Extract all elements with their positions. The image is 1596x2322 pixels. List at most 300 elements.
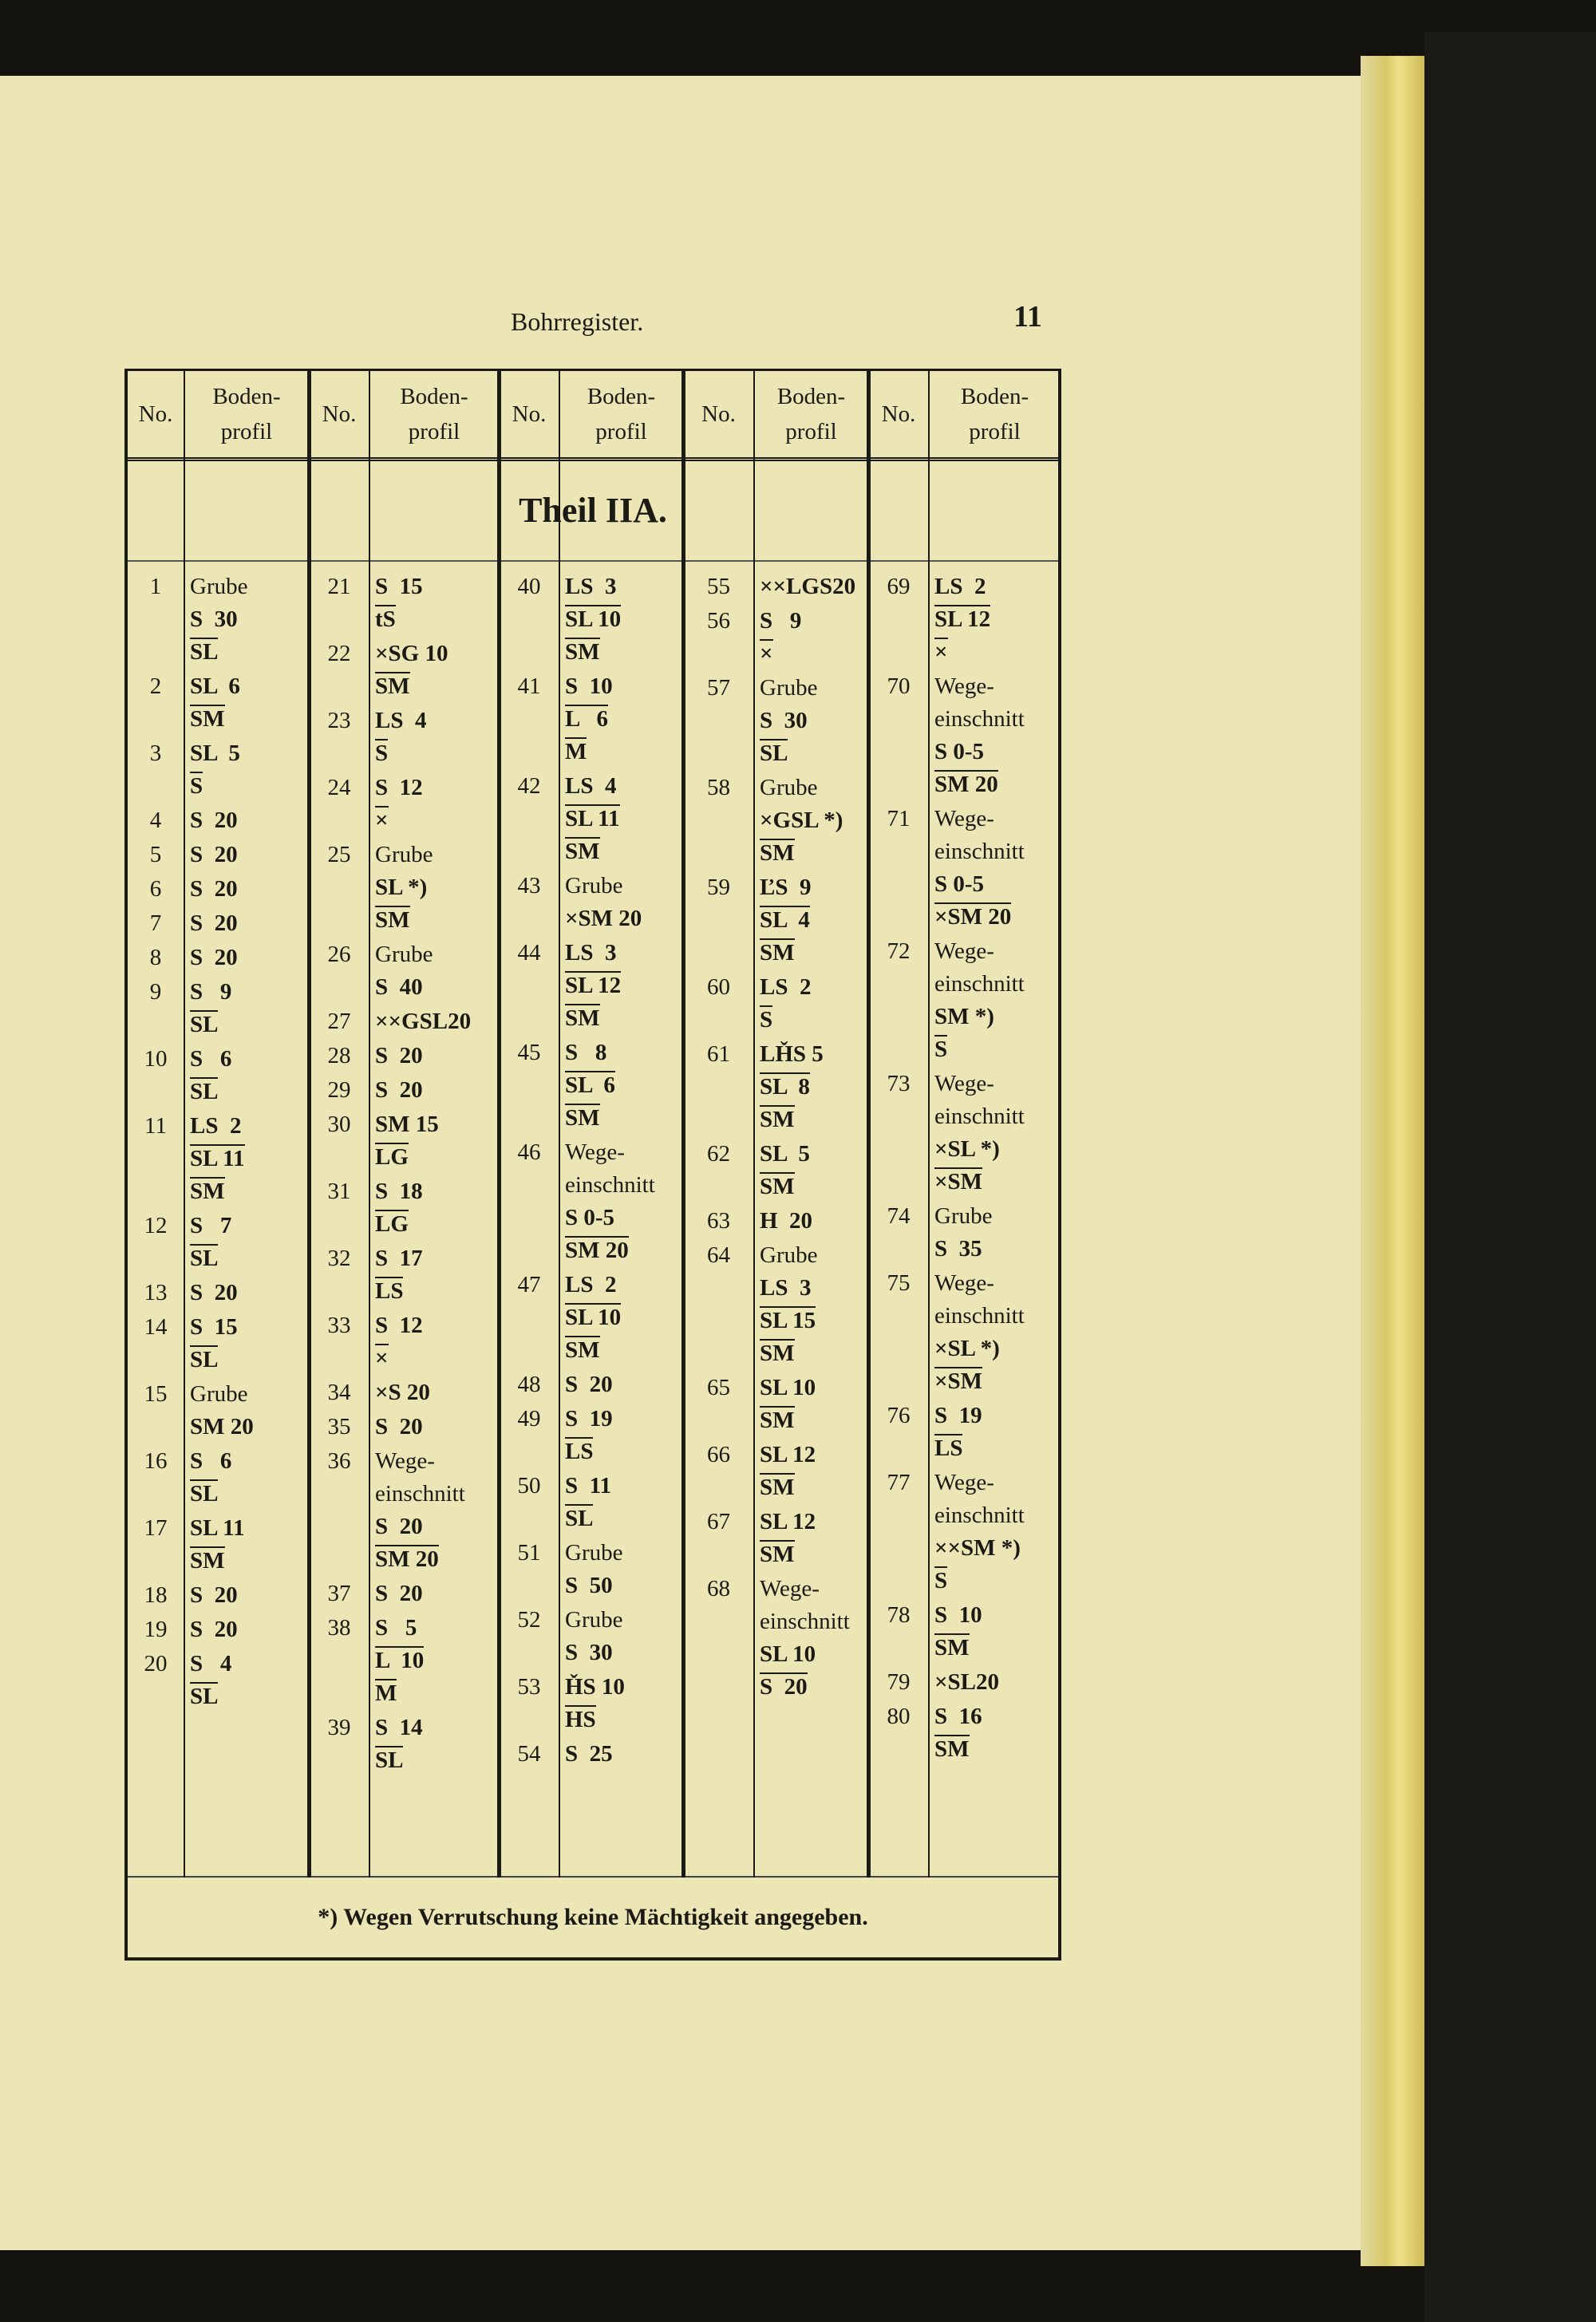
profile-line: S 15: [375, 574, 423, 599]
profile-line: SL: [190, 1246, 219, 1271]
header-bodenprofil-label: profil: [969, 419, 1021, 444]
table-entry: [128, 942, 310, 974]
table-entry: [869, 1599, 1061, 1664]
table-entry: [310, 638, 500, 703]
profile-line: S 20: [190, 1617, 238, 1642]
profile-line: Grube: [760, 675, 818, 701]
table-entry: [128, 1648, 310, 1713]
profile-line: LȞS 5: [760, 1041, 824, 1067]
table-entry: [128, 976, 310, 1041]
profile-line: LS: [375, 1278, 404, 1304]
entry-number: 70: [887, 673, 911, 699]
profile-line: S 25: [565, 1741, 613, 1767]
profile-line: H 20: [760, 1208, 813, 1234]
profile-line: SL: [565, 1506, 594, 1531]
profile-line: SL 12: [934, 606, 991, 632]
entry-number: 16: [144, 1448, 168, 1474]
entry-number: 61: [707, 1041, 730, 1067]
profile-line: SM: [565, 839, 600, 864]
header-no: [500, 371, 559, 457]
table-entry: [128, 839, 310, 871]
profile-line: S 20: [190, 876, 238, 902]
profile-line: einschnitt: [934, 1303, 1025, 1329]
entry-column: [684, 571, 869, 1705]
table-entry: [310, 571, 500, 636]
profile-line: M: [565, 739, 587, 764]
table-entry: [684, 1439, 869, 1504]
table-entry: [128, 873, 310, 906]
profile-line: LS 2: [934, 574, 986, 599]
profile-line: SM: [565, 1005, 600, 1031]
profile-line: S 5: [375, 1615, 417, 1641]
table-entry: [500, 670, 684, 768]
entry-number: 78: [887, 1602, 911, 1628]
table-entry: [128, 907, 310, 940]
profile-line: SM *): [934, 1004, 994, 1029]
profile-line: S 14: [375, 1715, 423, 1740]
table-entry: [869, 670, 1061, 801]
profile-line: SM: [565, 1105, 600, 1131]
entry-number: 53: [517, 1674, 541, 1700]
profile-line: S 6: [190, 1448, 232, 1474]
profile-line: ȞS 10: [565, 1674, 625, 1700]
profile-line: S 20: [190, 945, 238, 970]
profile-line: Grube: [760, 1242, 818, 1268]
entry-number: 69: [887, 574, 911, 599]
table-entry: [684, 1038, 869, 1136]
profile-line: einschnitt: [375, 1481, 465, 1507]
entry-number: 63: [707, 1208, 730, 1234]
table-entry: [310, 1242, 500, 1308]
profile-line: S 20: [375, 1514, 423, 1539]
profile-line: einschnitt: [934, 1104, 1025, 1129]
page-edges: [1361, 56, 1424, 2266]
section-title: Theil IIA.: [128, 460, 1058, 562]
table-entry: [684, 772, 869, 870]
profile-line: S 10: [934, 1602, 982, 1628]
table-entry: [500, 1269, 684, 1367]
entry-number: 46: [517, 1139, 541, 1165]
table-entry: [310, 1445, 500, 1576]
entry-number: 59: [707, 875, 730, 900]
profile-line: SM: [760, 940, 795, 966]
entry-number: 31: [327, 1179, 351, 1204]
profile-line: S 30: [565, 1640, 613, 1665]
entry-number: 23: [327, 708, 351, 733]
profile-line: Grube: [190, 574, 248, 599]
entry-number: 41: [517, 673, 541, 699]
profile-line: ××GSL20: [375, 1009, 472, 1034]
table-entry: [684, 571, 869, 603]
profile-line: S 20: [190, 1582, 238, 1608]
profile-line: S 19: [934, 1403, 982, 1428]
profile-line: S 20: [190, 808, 238, 833]
entry-number: 47: [517, 1272, 541, 1297]
header-bodenprofil-label: profil: [220, 419, 273, 444]
profile-line: S 30: [760, 708, 808, 733]
entry-number: 33: [327, 1313, 351, 1338]
table-entry: [310, 1578, 500, 1610]
header-no-label: No.: [512, 401, 547, 427]
table-entry: [684, 1205, 869, 1238]
table-entry: [128, 1579, 310, 1612]
profile-line: S 15: [190, 1314, 238, 1340]
profile-line: Wege-: [934, 806, 994, 831]
entry-number: 3: [149, 740, 162, 766]
entry-column: [869, 571, 1061, 1767]
entry-number: 38: [327, 1615, 351, 1641]
table-entry: [869, 803, 1061, 934]
table-body: [128, 571, 1058, 1847]
header-bodenprofil-label: Boden-: [776, 384, 846, 409]
running-head: Bohrregister.: [511, 307, 644, 336]
profile-line: S 50: [565, 1573, 613, 1598]
table-entry: [310, 772, 500, 837]
profile-line: tS: [375, 606, 396, 632]
table-entry: [128, 1210, 310, 1275]
table-entry: [310, 1040, 500, 1072]
table-entry: [310, 1005, 500, 1038]
profile-line: ×SL *): [934, 1136, 1000, 1162]
profile-line: Grube: [375, 842, 433, 867]
table-entry: [869, 1267, 1061, 1398]
profile-line: SL 6: [190, 673, 240, 699]
column-divider: [559, 371, 560, 1878]
column-divider: [497, 371, 501, 1878]
profile-line: SL 12: [565, 973, 622, 998]
profile-line: S: [760, 1007, 773, 1033]
profile-line: Grube: [375, 942, 433, 967]
entry-number: 19: [144, 1617, 168, 1642]
profile-line: SL 6: [565, 1072, 615, 1098]
entry-column: [128, 571, 310, 1715]
table-entry: [869, 571, 1061, 669]
profile-line: Grube: [565, 1607, 623, 1633]
profile-line: S 20: [375, 1043, 423, 1068]
entry-number: 37: [327, 1581, 351, 1606]
profile-line: S 11: [565, 1473, 612, 1499]
entry-column: [310, 571, 500, 1779]
table-entry: [500, 1037, 684, 1135]
entry-number: 28: [327, 1043, 351, 1068]
table-entry: [128, 670, 310, 736]
profile-line: S 20: [190, 1280, 238, 1305]
profile-line: einschnitt: [934, 971, 1025, 997]
table-entry: [869, 1068, 1061, 1199]
profile-line: S 19: [565, 1406, 613, 1432]
profile-line: SL 5: [190, 740, 240, 766]
profile-line: SL 10: [565, 1305, 622, 1330]
entry-number: 72: [887, 938, 911, 964]
table-entry: [684, 1372, 869, 1437]
profile-line: S 12: [375, 1313, 423, 1338]
profile-line: ×: [934, 639, 948, 665]
header-no-label: No.: [138, 401, 173, 427]
profile-line: S 4: [190, 1651, 232, 1676]
table-entry: [128, 1512, 310, 1578]
profile-line: S 20: [375, 1581, 423, 1606]
table-entry: [869, 1400, 1061, 1465]
profile-line: SL: [190, 1079, 219, 1104]
entry-number: 5: [149, 842, 162, 867]
table-entry: [500, 770, 684, 868]
entry-number: 22: [327, 641, 351, 666]
profile-line: L 10: [375, 1648, 425, 1673]
entry-number: 11: [144, 1113, 167, 1139]
profile-line: ×S 20: [375, 1380, 430, 1405]
entry-number: 50: [517, 1473, 541, 1499]
entry-number: 4: [149, 808, 162, 833]
entry-number: 68: [707, 1576, 730, 1601]
table-entry: [128, 1613, 310, 1646]
entry-number: 30: [327, 1112, 351, 1137]
table-entry: [310, 839, 500, 937]
table-entry: [310, 938, 500, 1004]
column-divider: [753, 371, 755, 1878]
entry-number: 34: [327, 1380, 351, 1405]
profile-line: SL 5: [760, 1141, 810, 1167]
entry-number: 9: [149, 979, 162, 1005]
entry-number: 62: [707, 1141, 730, 1167]
profile-line: LS: [565, 1439, 594, 1464]
header-bodenprofil-label: Boden-: [212, 384, 281, 409]
entry-number: 15: [144, 1381, 168, 1407]
header-no-label: No.: [701, 401, 736, 427]
profile-line: LS 3: [565, 940, 617, 966]
profile-line: S 20: [375, 1414, 423, 1439]
profile-line: SM 20: [375, 1546, 439, 1572]
table-entry: [128, 1378, 310, 1443]
table-entry: [500, 1738, 684, 1771]
header-no: [128, 371, 184, 457]
entry-number: 10: [144, 1046, 168, 1072]
entry-number: 75: [887, 1270, 911, 1296]
profile-line: ×SM: [934, 1368, 983, 1394]
table-entry: [684, 672, 869, 770]
entry-number: 49: [517, 1406, 541, 1432]
header-bodenprofil: [184, 371, 310, 457]
profile-line: S 7: [190, 1213, 232, 1238]
table-entry: [128, 737, 310, 803]
profile-line: S 20: [760, 1674, 808, 1700]
profile-line: ×: [375, 808, 389, 833]
book-cover: [1424, 32, 1596, 2322]
profile-line: S 40: [375, 974, 423, 1000]
entry-number: 12: [144, 1213, 168, 1238]
table-entry: [684, 1239, 869, 1370]
profile-line: S 0-5: [934, 871, 985, 897]
table-entry: [869, 1700, 1061, 1766]
header-bodenprofil: [928, 371, 1061, 457]
profile-line: Wege-: [934, 1270, 994, 1296]
profile-line: LG: [375, 1211, 409, 1237]
entry-number: 26: [327, 942, 351, 967]
entry-number: 67: [707, 1509, 730, 1534]
entry-number: 58: [707, 775, 730, 800]
header-bodenprofil-label: profil: [785, 419, 837, 444]
entry-number: 66: [707, 1442, 730, 1467]
profile-line: SL 10: [565, 606, 622, 632]
profile-line: Wege-: [565, 1139, 625, 1165]
table-entry: [128, 804, 310, 837]
profile-line: SM: [934, 1736, 970, 1762]
profile-line: SL 11: [190, 1146, 245, 1171]
entry-number: 13: [144, 1280, 168, 1305]
column-divider: [928, 371, 930, 1878]
table-entry: [310, 1712, 500, 1777]
table-entry: [310, 1074, 500, 1107]
profile-line: Wege-: [934, 673, 994, 699]
profile-line: Grube: [565, 873, 623, 898]
table-header: [128, 371, 1058, 461]
entry-number: 7: [149, 910, 162, 936]
profile-line: SM 20: [934, 772, 998, 797]
table-entry: [684, 1506, 869, 1571]
entry-column: [500, 571, 684, 1772]
profile-line: SL: [190, 1481, 219, 1507]
profile-line: SM: [190, 706, 225, 732]
profile-line: S 0-5: [565, 1205, 615, 1230]
header-bodenprofil-label: Boden-: [960, 384, 1029, 409]
header-bodenprofil-label: profil: [595, 419, 647, 444]
table-entry: [869, 935, 1061, 1066]
entry-number: 18: [144, 1582, 168, 1608]
profile-line: Wege-: [760, 1576, 820, 1601]
profile-line: ×SL20: [934, 1669, 999, 1695]
table-entry: [128, 1277, 310, 1309]
table-entry: [128, 1110, 310, 1208]
profile-line: Grube: [760, 775, 818, 800]
table-entry: [128, 1445, 310, 1510]
profile-line: ×: [375, 1345, 389, 1371]
entry-number: 17: [144, 1515, 168, 1541]
header-bodenprofil-label: Boden-: [400, 384, 468, 409]
profile-line: SM: [934, 1635, 970, 1661]
entry-number: 73: [887, 1071, 911, 1096]
table-entry: [310, 1411, 500, 1443]
profile-line: ××LGS20: [760, 574, 856, 599]
profile-line: S 30: [190, 606, 238, 632]
profile-line: SM 20: [190, 1414, 254, 1439]
profile-line: LS 2: [760, 974, 812, 1000]
entry-number: 52: [517, 1607, 541, 1633]
table-entry: [500, 1136, 684, 1267]
entry-number: 51: [517, 1540, 541, 1566]
bohrregister-table: [124, 369, 1061, 1961]
profile-line: SM: [760, 1107, 795, 1132]
profile-line: LS 3: [760, 1275, 812, 1301]
profile-line: Wege-: [934, 938, 994, 964]
profile-line: SM: [760, 1475, 795, 1500]
profile-line: Wege-: [375, 1448, 435, 1474]
profile-line: S: [375, 740, 389, 766]
profile-line: ××SM *): [934, 1535, 1021, 1561]
profile-line: ×SM 20: [565, 906, 642, 931]
header-bodenprofil: [753, 371, 869, 457]
entry-number: 56: [707, 608, 730, 634]
profile-line: einschnitt: [760, 1609, 850, 1634]
table-entry: [500, 1671, 684, 1736]
profile-line: LS: [934, 1435, 963, 1461]
entry-number: 35: [327, 1414, 351, 1439]
profile-line: SL 10: [760, 1375, 816, 1400]
header-bodenprofil-label: Boden-: [587, 384, 656, 409]
profile-line: S 10: [565, 673, 613, 699]
table-entry: [500, 1470, 684, 1535]
table-entry: [310, 1175, 500, 1241]
table-entry: [500, 1403, 684, 1468]
header-bodenprofil: [369, 371, 500, 457]
profile-line: einschnitt: [565, 1172, 655, 1198]
entry-number: 24: [327, 775, 351, 800]
column-divider: [307, 371, 311, 1878]
header-no: [310, 371, 369, 457]
profile-line: SM: [760, 1174, 795, 1199]
header-bodenprofil: [559, 371, 684, 457]
entry-number: 54: [517, 1741, 541, 1767]
profile-line: ×SM: [934, 1169, 983, 1195]
profile-line: SL: [190, 1347, 219, 1372]
profile-line: SM: [565, 639, 600, 665]
column-divider: [369, 371, 370, 1878]
entry-number: 79: [887, 1669, 911, 1695]
table-entry: [128, 1043, 310, 1108]
profile-line: SM: [565, 1337, 600, 1363]
profile-line: S 18: [375, 1179, 423, 1204]
header-no: [869, 371, 928, 457]
entry-number: 29: [327, 1077, 351, 1103]
entry-number: 60: [707, 974, 730, 1000]
profile-line: S 8: [565, 1040, 607, 1065]
table-entry: [869, 1666, 1061, 1699]
profile-line: SM: [375, 907, 410, 933]
profile-line: ×SM 20: [934, 904, 1012, 930]
profile-line: SL 8: [760, 1074, 810, 1100]
profile-line: M: [375, 1680, 397, 1706]
profile-line: HS: [565, 1707, 596, 1732]
profile-line: SL *): [375, 875, 428, 900]
profile-line: S 6: [190, 1046, 232, 1072]
profile-line: S: [190, 773, 203, 799]
profile-line: SL 11: [190, 1515, 245, 1541]
table-entry: [500, 1368, 684, 1401]
profile-line: SL 12: [760, 1442, 816, 1467]
profile-line: LS 4: [375, 708, 427, 733]
profile-line: SM: [760, 1542, 795, 1567]
entry-number: 36: [327, 1448, 351, 1474]
header-no-label: No.: [881, 401, 916, 427]
entry-number: 1: [149, 574, 162, 599]
profile-line: S 20: [190, 910, 238, 936]
profile-line: einschnitt: [934, 1503, 1025, 1528]
column-divider: [681, 371, 685, 1878]
profile-line: Grube: [934, 1203, 993, 1229]
table-entry: [128, 571, 310, 669]
profile-line: SM: [375, 673, 410, 699]
profile-line: SM: [190, 1179, 225, 1204]
table-entry: [684, 1573, 869, 1704]
profile-line: S 16: [934, 1704, 982, 1729]
table-entry: [310, 1612, 500, 1710]
entry-number: 71: [887, 806, 911, 831]
profile-line: SL 15: [760, 1308, 816, 1333]
profile-line: SL 10: [760, 1641, 816, 1667]
profile-line: SL: [190, 1012, 219, 1037]
entry-number: 76: [887, 1403, 911, 1428]
profile-line: einschnitt: [934, 839, 1025, 864]
footnote: *) Wegen Verrutschung keine Mächtigkeit angegeben.: [128, 1876, 1058, 1957]
entry-number: 20: [144, 1651, 168, 1676]
